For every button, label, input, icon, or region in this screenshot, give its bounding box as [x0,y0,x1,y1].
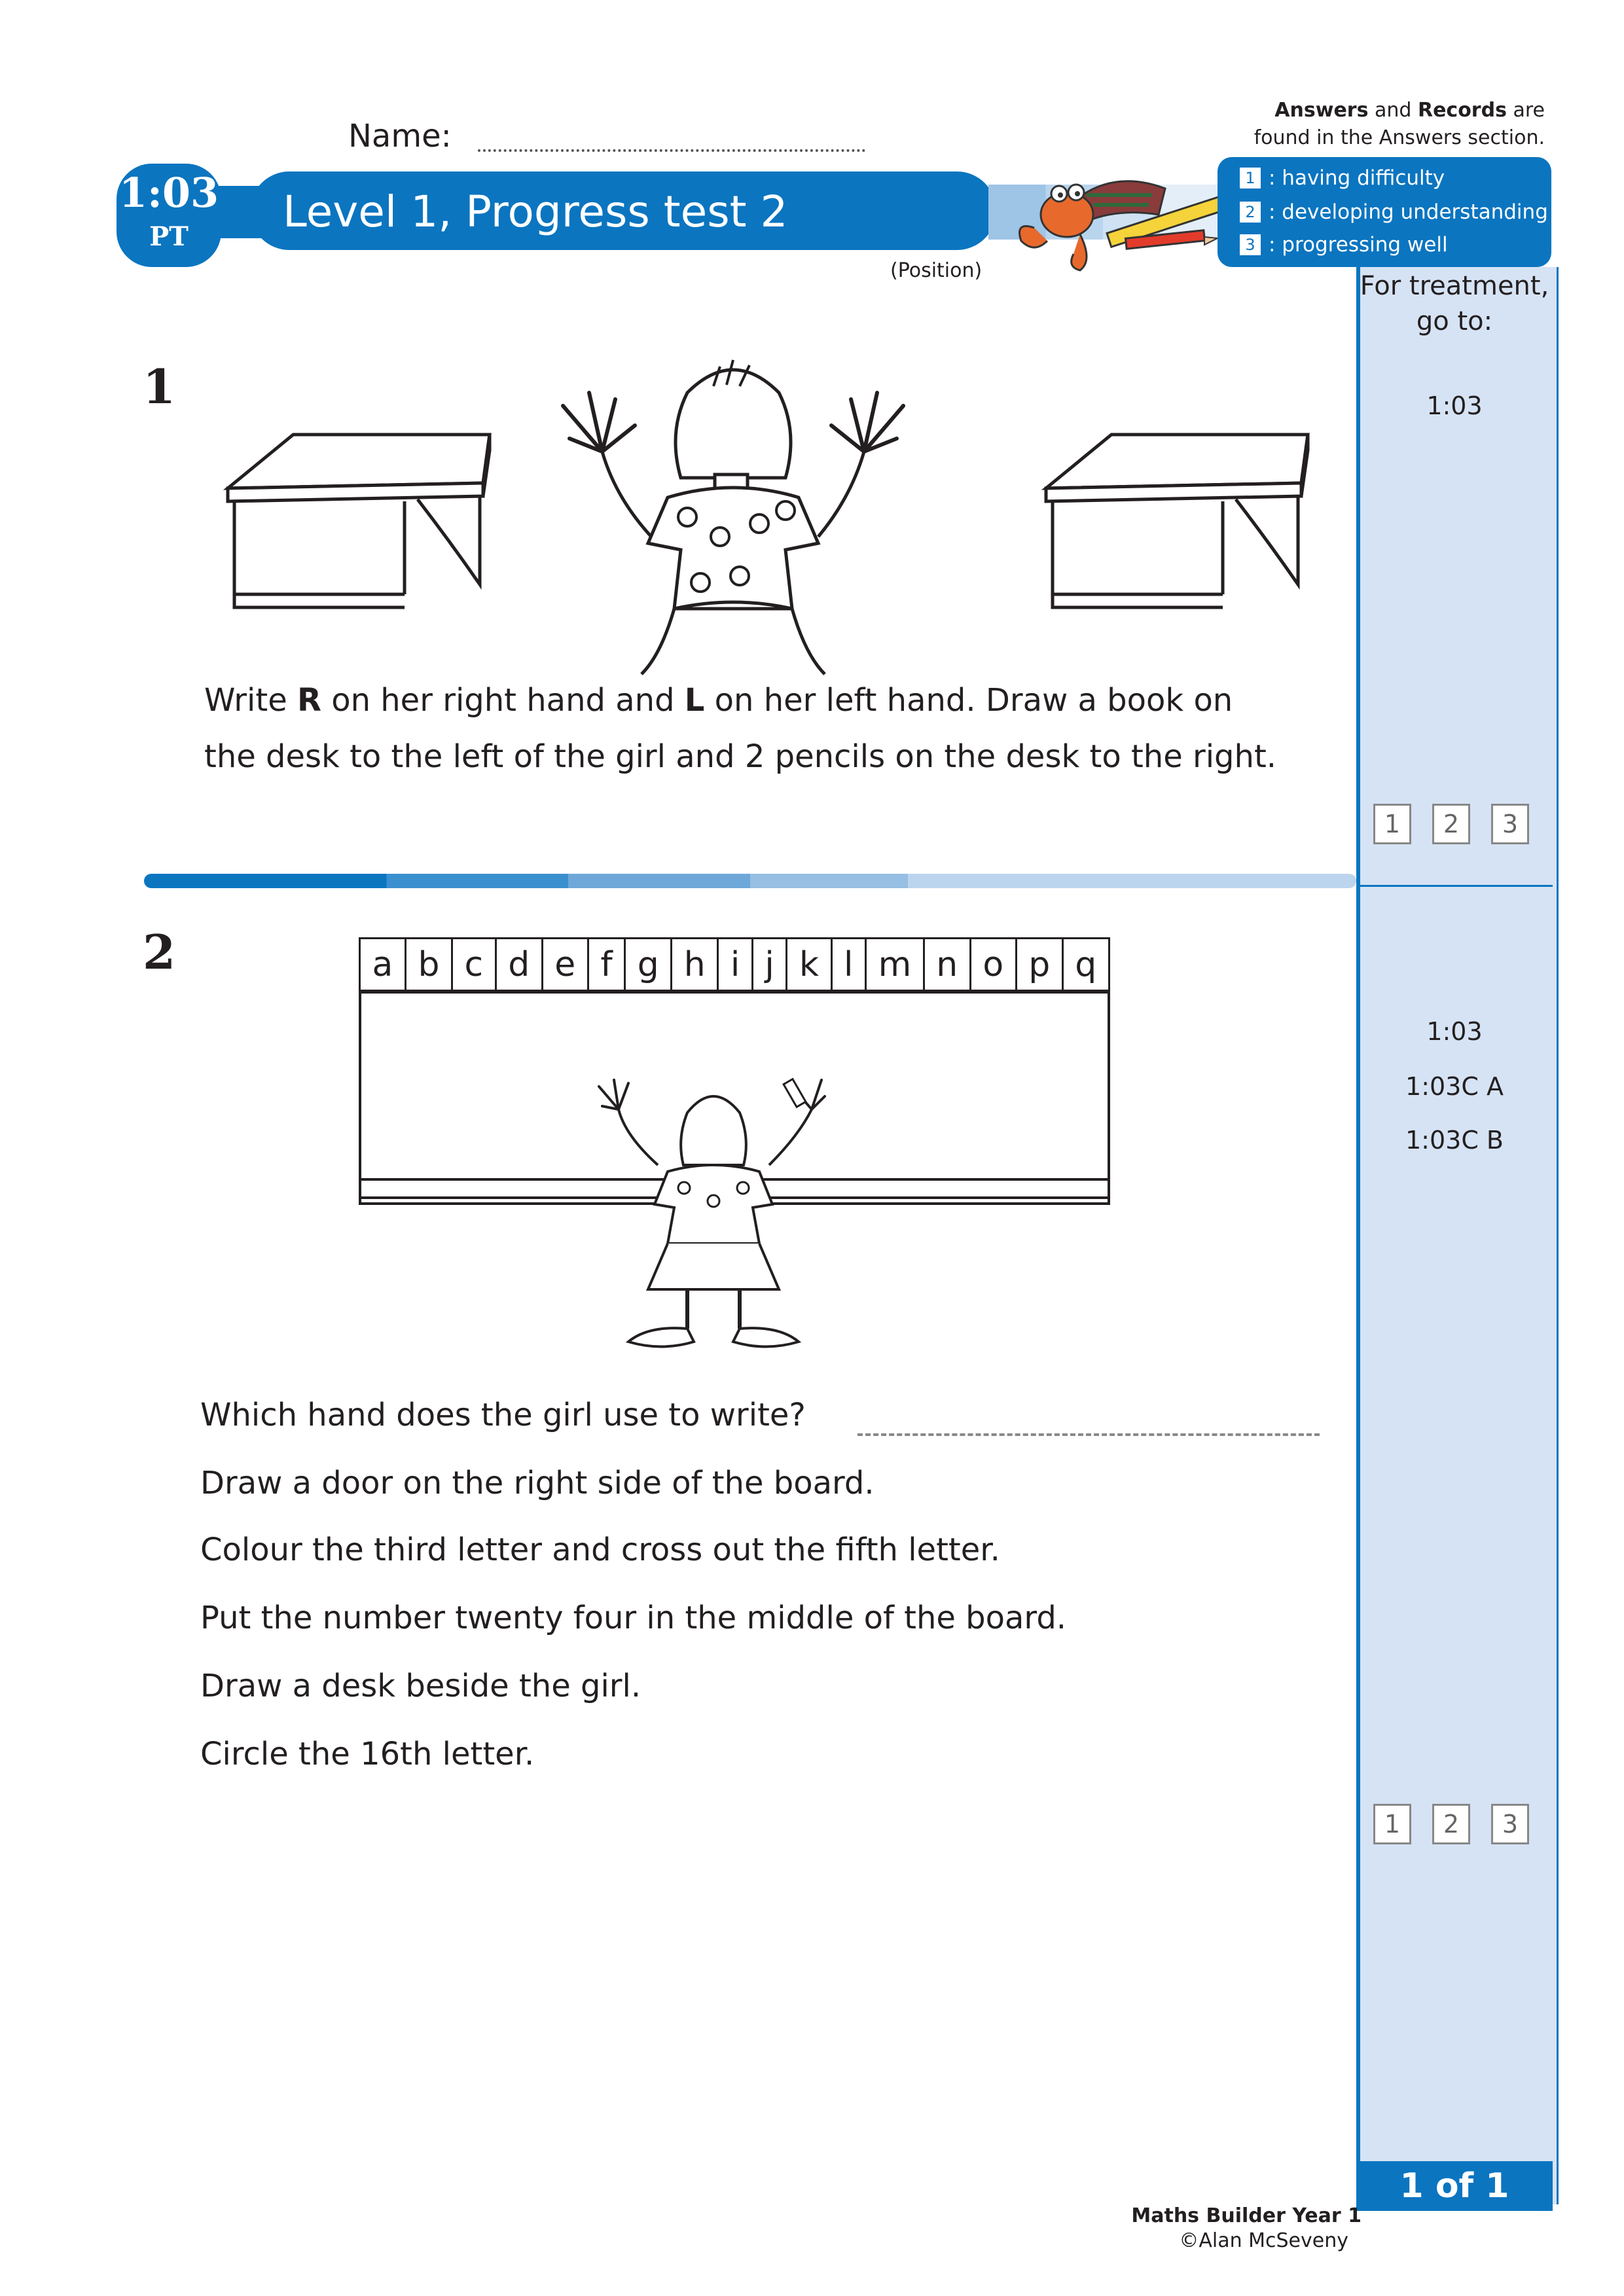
question-2-line-1: Which hand does the girl use to write? [200,1397,806,1433]
answers-are: are [1506,99,1545,122]
q1-letter-l: L [684,682,705,719]
q2-treatment-ref-2: 1:03C A [1405,1072,1504,1101]
q1-letter-r: R [297,682,321,719]
records-word: Records [1417,99,1507,122]
answers-and: and [1368,99,1418,122]
girl-at-board-icon [596,1073,831,1355]
question-1-line-2: the desk to the left of the girl and 2 pencils on the desk to the right. [204,738,1277,775]
sidebar-divider [1356,885,1553,887]
q1-treatment-ref: 1:03 [1426,391,1483,420]
answers-word: Answers [1274,99,1369,122]
position-label: (Position) [890,259,983,282]
page-title: Level 1, Progress test 2 [283,187,788,237]
legend-row-2 [1240,198,1548,226]
q2-treatment-ref-3: 1:03C B [1405,1126,1504,1155]
alphabet-letter[interactable]: e [543,939,589,992]
legend-num: 3 [1240,234,1261,255]
alphabet-letter[interactable]: i [719,939,753,992]
q2-score-2[interactable]: 2 [1432,1804,1470,1844]
legend-row-3 [1240,230,1448,259]
legend-text: : developing understanding [1269,200,1548,224]
alphabet-letter[interactable]: j [753,939,788,992]
legend-text: : having difficulty [1269,166,1445,190]
legend-text: : progressing well [1269,233,1448,257]
left-desk-icon [221,431,496,614]
name-label: Name: [348,118,452,154]
section-divider [144,874,1356,888]
answers-note [1198,97,1545,152]
writing-hand-answer-line[interactable] [857,1433,1320,1436]
treatment-sidebar [1356,267,1559,2204]
alphabet-letter[interactable]: q [1075,945,1097,984]
question-2-line-6: Circle the 16th letter. [200,1736,535,1772]
badge-sub: PT [149,221,189,252]
girl-illustration-icon [524,353,943,674]
treatment-label [1356,268,1553,339]
right-desk-icon [1039,431,1314,614]
question-2-number: 2 [143,924,176,980]
legend-row-1 [1240,164,1445,192]
q1-text-c: on her right hand and [321,682,685,719]
alphabet-letter[interactable]: l [833,939,867,992]
alphabet-letter[interactable]: h [672,939,719,992]
alphabet-letter[interactable]: o [971,939,1017,992]
question-2-line-2: Draw a door on the right side of the board. [200,1465,875,1501]
question-2-line-5: Draw a desk beside the girl. [200,1668,641,1704]
question-1-number: 1 [143,359,176,414]
alphabet-strip [359,937,1110,994]
answers-location: found in the Answers section. [1254,126,1545,149]
alphabet-letter[interactable]: n [925,939,971,992]
footer-copyright: ©Alan McSeveny [1179,2229,1348,2252]
alphabet-letter[interactable]: m [867,939,925,992]
q1-text-e: on her left hand. Draw a book on [704,682,1233,719]
legend-num: 1 [1240,168,1261,188]
legend-num: 2 [1240,202,1261,223]
name-input-line[interactable] [478,149,865,152]
alphabet-letter[interactable]: f [589,939,626,992]
alphabet-letter[interactable]: a [361,939,406,992]
badge-code: 1:03 [118,169,219,217]
legend-box [1218,157,1551,267]
crab-mascot-icon [995,156,1224,280]
alphabet-letter[interactable]: d [497,939,543,992]
q1-score-3[interactable]: 3 [1491,804,1529,844]
alphabet-letter[interactable]: g [626,939,672,992]
alphabet-letter[interactable]: p [1017,939,1064,992]
q1-text-a: Write [204,682,297,719]
question-2-line-4: Put the number twenty four in the middle of the board. [200,1600,1067,1636]
alphabet-letter[interactable]: k [787,939,832,992]
q1-score-1[interactable]: 1 [1373,804,1411,844]
alphabet-letter[interactable]: c [453,939,497,992]
q2-score-3[interactable]: 3 [1491,1804,1529,1844]
q1-score-2[interactable]: 2 [1432,804,1470,844]
unit-badge [117,164,221,267]
footer-book-title: Maths Builder Year 1 [1131,2204,1362,2227]
alphabet-letter[interactable]: b [406,939,453,992]
q2-score-1[interactable]: 1 [1373,1804,1411,1844]
page-counter: 1 of 1 [1356,2161,1553,2211]
question-1-line-1 [204,682,1233,719]
q2-treatment-ref-1: 1:03 [1426,1017,1483,1046]
treatment-label-line1: For treatment, [1360,271,1549,301]
treatment-label-line2: go to: [1416,306,1493,336]
question-2-line-3: Colour the third letter and cross out the fifth letter. [200,1532,1000,1568]
